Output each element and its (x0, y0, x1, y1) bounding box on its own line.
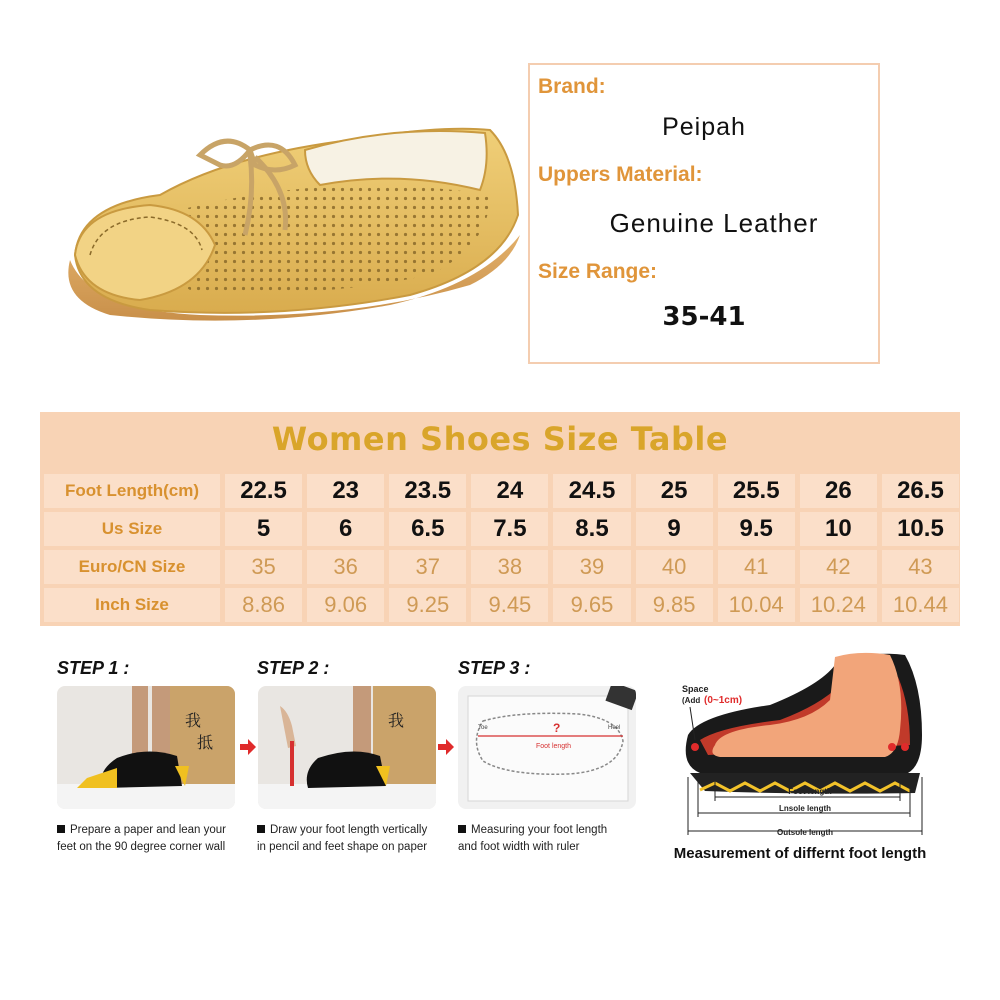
inch-size-cell: 9.85 (636, 588, 713, 622)
euro-size-cell: 35 (225, 550, 302, 584)
foot-diagram-caption: Measurement of differnt foot length (673, 845, 927, 862)
row-header-foot-length: Foot Length(cm) (44, 474, 220, 508)
step-3-photo (458, 686, 636, 809)
us-size-cell: 10.5 (882, 512, 959, 546)
euro-size-cell: 36 (307, 550, 384, 584)
shoe-product-image (50, 95, 525, 350)
row-header-inch-size: Inch Size (44, 588, 220, 622)
size-table-grid (44, 474, 959, 622)
foot-length-cell: 26.5 (882, 474, 959, 508)
size-range-value: 35-41 (662, 302, 746, 332)
size-range-label: Size Range: (538, 260, 658, 283)
step-3-foot-length-label: Foot length (536, 743, 572, 750)
inch-size-cell: 10.24 (800, 588, 877, 622)
step-1-line-2: feet on the 90 degree corner wall (57, 841, 226, 853)
step-3-description (458, 822, 607, 856)
us-size-cell: 8.5 (553, 512, 630, 546)
inch-size-cell: 8.86 (225, 588, 302, 622)
step-1-line-1: Prepare a paper and lean your (70, 824, 226, 836)
space-label: Space (682, 684, 709, 694)
inch-size-cell: 10.44 (882, 588, 959, 622)
inch-size-cell: 10.04 (718, 588, 795, 622)
row-header-euro-size: Euro/CN Size (44, 550, 220, 584)
outsole-length-label: Outsole length (777, 828, 833, 837)
euro-size-cell: 38 (471, 550, 548, 584)
step-3-line-2: and foot width with ruler (458, 841, 580, 853)
brand-label: Brand: (538, 75, 606, 98)
euro-size-cell: 41 (718, 550, 795, 584)
step-3-line-1: Measuring your foot length (471, 824, 608, 836)
svg-text:抵: 抵 (197, 735, 214, 752)
uppers-material-label: Uppers Material: (538, 163, 703, 186)
foot-length-cell: 23 (307, 474, 384, 508)
step-2-arrow-icon (436, 737, 456, 757)
brand-value: Peipah (662, 113, 746, 141)
size-table-title: Women Shoes Size Table (271, 420, 729, 458)
step-1-photo (57, 686, 235, 809)
svg-text:我: 我 (185, 713, 202, 730)
foot-length-cell: 23.5 (389, 474, 466, 508)
us-size-cell: 10 (800, 512, 877, 546)
step-2-title: STEP 2 : (257, 658, 330, 678)
us-size-cell: 6.5 (389, 512, 466, 546)
inch-size-cell: 9.45 (471, 588, 548, 622)
euro-size-cell: 43 (882, 550, 959, 584)
euro-size-cell: 39 (553, 550, 630, 584)
foot-length-cell: 25.5 (718, 474, 795, 508)
foot-length-cell: 24 (471, 474, 548, 508)
euro-size-cell: 40 (636, 550, 713, 584)
space-range-label: (0~1cm) (704, 695, 743, 706)
step-1-arrow-icon (238, 737, 258, 757)
step-2-line-1: Draw your foot length vertically (270, 824, 428, 836)
step-2-line-2: in pencil and feet shape on paper (257, 841, 428, 853)
foot-length-cell: 25 (636, 474, 713, 508)
step-2-photo (258, 686, 436, 809)
foot-length-cell: 24.5 (553, 474, 630, 508)
step-3-toe-label: Toe (478, 725, 488, 731)
size-table (40, 412, 960, 626)
us-size-cell: 6 (307, 512, 384, 546)
step-3-title: STEP 3 : (458, 658, 531, 678)
step-1-description (57, 822, 226, 856)
euro-size-cell: 42 (800, 550, 877, 584)
foot-length-cell: 26 (800, 474, 877, 508)
foot-length-cell: 22.5 (225, 474, 302, 508)
inch-size-cell: 9.65 (553, 588, 630, 622)
step-3-heel-label: Heel (608, 725, 621, 731)
step-1-title: STEP 1 : (57, 658, 130, 678)
foot-measurement-diagram (660, 645, 960, 845)
step-2-description (257, 822, 427, 856)
uppers-material-value: Genuine Leather (609, 208, 819, 238)
space-add-label: (Add (682, 696, 701, 705)
row-header-us-size: Us Size (44, 512, 220, 546)
us-size-cell: 5 (225, 512, 302, 546)
insole-length-label: Lnsole length (779, 804, 831, 813)
us-size-cell: 7.5 (471, 512, 548, 546)
step-3-question-mark: ? (553, 721, 561, 735)
inch-size-cell: 9.25 (389, 588, 466, 622)
foot-length-label: Foot length (788, 787, 832, 796)
svg-text:我: 我 (388, 713, 405, 730)
euro-size-cell: 37 (389, 550, 466, 584)
product-info-box (528, 63, 880, 364)
inch-size-cell: 9.06 (307, 588, 384, 622)
us-size-cell: 9.5 (718, 512, 795, 546)
us-size-cell: 9 (636, 512, 713, 546)
